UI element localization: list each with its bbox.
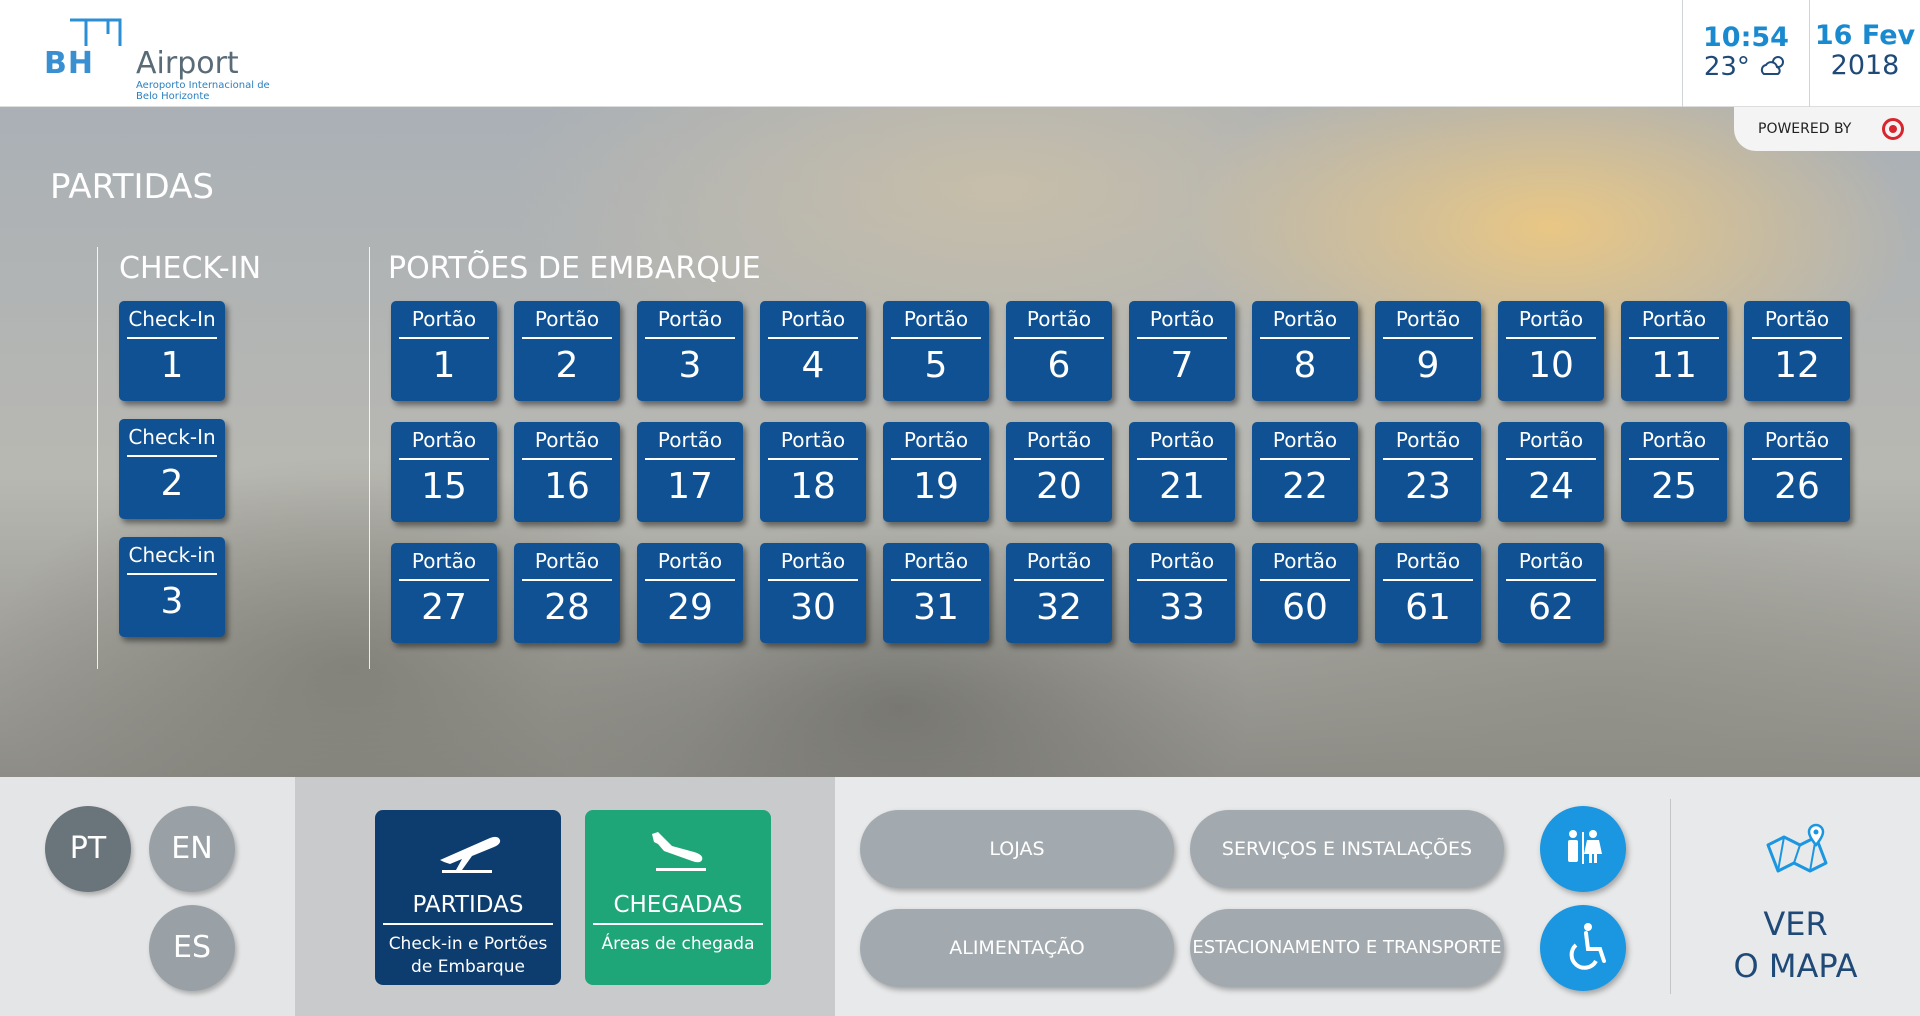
gate-tile-12[interactable] bbox=[1744, 301, 1850, 401]
gate-number: 5 bbox=[924, 345, 948, 386]
gate-label: Portão bbox=[1149, 428, 1215, 452]
gate-label: Portão bbox=[1026, 307, 1092, 331]
gate-tile-9[interactable] bbox=[1375, 301, 1481, 401]
checkin-section-title: CHECK-IN bbox=[119, 251, 262, 286]
view-map-line1: VER bbox=[1763, 905, 1828, 943]
checkin-label: Check-in bbox=[128, 543, 216, 567]
gate-number: 2 bbox=[555, 345, 579, 386]
gate-tile-26[interactable] bbox=[1744, 422, 1850, 522]
current-date-day: 16 Fev bbox=[1814, 20, 1916, 51]
view-map-line2: O MAPA bbox=[1733, 947, 1858, 985]
gate-number: 23 bbox=[1405, 466, 1451, 507]
gate-tile-24[interactable] bbox=[1498, 422, 1604, 522]
gate-tile-7[interactable] bbox=[1129, 301, 1235, 401]
gate-number: 9 bbox=[1416, 345, 1440, 386]
current-date-year: 2018 bbox=[1830, 50, 1900, 81]
checkin-label: Check-In bbox=[128, 307, 216, 331]
services-panel bbox=[835, 777, 1670, 1016]
gate-label: Portão bbox=[1518, 549, 1584, 573]
gate-label: Portão bbox=[534, 549, 600, 573]
language-button-en[interactable]: EN bbox=[149, 806, 235, 892]
gate-number: 33 bbox=[1159, 587, 1205, 628]
gate-label: Portão bbox=[534, 307, 600, 331]
gate-tile-20[interactable] bbox=[1006, 422, 1112, 522]
gate-number: 16 bbox=[544, 466, 590, 507]
gate-tile-5[interactable] bbox=[883, 301, 989, 401]
gate-label: Portão bbox=[657, 549, 723, 573]
airplane-landing-icon bbox=[642, 826, 714, 876]
temperature-value: 23° bbox=[1703, 52, 1750, 82]
gate-label: Portão bbox=[1149, 549, 1215, 573]
checkin-tile-2[interactable] bbox=[119, 419, 225, 519]
departures-title: PARTIDAS bbox=[412, 892, 524, 918]
checkin-tile-1[interactable] bbox=[119, 301, 225, 401]
departures-subtitle: Check-in e Portões de Embarque bbox=[388, 934, 548, 977]
gate-label: Portão bbox=[1518, 428, 1584, 452]
gate-tile-61[interactable] bbox=[1375, 543, 1481, 643]
gate-label: Portão bbox=[1641, 307, 1707, 331]
logo-subtitle: Aeroporto Internacional de Belo Horizonte bbox=[136, 80, 270, 102]
gate-number: 25 bbox=[1651, 466, 1697, 507]
gate-tile-16[interactable] bbox=[514, 422, 620, 522]
gate-number: 8 bbox=[1293, 345, 1317, 386]
gate-label: Portão bbox=[657, 428, 723, 452]
gate-tile-25[interactable] bbox=[1621, 422, 1727, 522]
sponsor-logo-icon bbox=[1882, 118, 1904, 140]
airplane-takeoff-icon bbox=[432, 826, 504, 876]
gate-tile-8[interactable] bbox=[1252, 301, 1358, 401]
gate-label: Portão bbox=[1272, 428, 1338, 452]
gate-label: Portão bbox=[1395, 549, 1461, 573]
gate-tile-31[interactable] bbox=[883, 543, 989, 643]
gate-number: 26 bbox=[1774, 466, 1820, 507]
view-map-button[interactable] bbox=[1671, 777, 1920, 1016]
gate-label: Portão bbox=[903, 549, 969, 573]
gate-tile-3[interactable] bbox=[637, 301, 743, 401]
arrivals-button[interactable] bbox=[585, 810, 771, 985]
gate-tile-29[interactable] bbox=[637, 543, 743, 643]
flight-mode-panel bbox=[295, 777, 835, 1016]
gate-label: Portão bbox=[1764, 307, 1830, 331]
gate-number: 17 bbox=[667, 466, 713, 507]
gate-number: 4 bbox=[801, 345, 825, 386]
gate-tile-22[interactable] bbox=[1252, 422, 1358, 522]
gate-tile-18[interactable] bbox=[760, 422, 866, 522]
gate-number: 21 bbox=[1159, 466, 1205, 507]
gate-label: Portão bbox=[1395, 307, 1461, 331]
logo-airport-text: Airport bbox=[136, 46, 239, 81]
gate-tile-27[interactable] bbox=[391, 543, 497, 643]
gate-number: 18 bbox=[790, 466, 836, 507]
gate-label: Portão bbox=[411, 307, 477, 331]
gate-tile-23[interactable] bbox=[1375, 422, 1481, 522]
gate-tile-1[interactable] bbox=[391, 301, 497, 401]
gate-tile-28[interactable] bbox=[514, 543, 620, 643]
stores-button[interactable]: LOJAS bbox=[860, 810, 1174, 888]
gate-number: 12 bbox=[1774, 345, 1820, 386]
gate-number: 27 bbox=[421, 587, 467, 628]
departures-button[interactable] bbox=[375, 810, 561, 985]
gate-tile-2[interactable] bbox=[514, 301, 620, 401]
gate-tile-6[interactable] bbox=[1006, 301, 1112, 401]
gate-number: 61 bbox=[1405, 587, 1451, 628]
checkin-number: 1 bbox=[160, 345, 184, 386]
map-panel bbox=[1670, 777, 1920, 1016]
main-content bbox=[0, 107, 1920, 777]
gate-tile-19[interactable] bbox=[883, 422, 989, 522]
section-divider bbox=[97, 247, 98, 669]
gate-number: 20 bbox=[1036, 466, 1082, 507]
checkin-number: 2 bbox=[160, 463, 184, 504]
arrivals-subtitle: Áreas de chegada bbox=[601, 934, 755, 954]
gate-label: Portão bbox=[411, 428, 477, 452]
departures-separator bbox=[383, 923, 553, 925]
gate-label: Portão bbox=[903, 428, 969, 452]
gate-number: 62 bbox=[1528, 587, 1574, 628]
gate-number: 10 bbox=[1528, 345, 1574, 386]
checkin-label: Check-In bbox=[128, 425, 216, 449]
language-button-es[interactable]: ES bbox=[149, 905, 235, 991]
food-button[interactable]: ALIMENTAÇÃO bbox=[860, 909, 1174, 987]
powered-by-label: POWERED BY bbox=[1758, 121, 1852, 137]
gate-number: 15 bbox=[421, 466, 467, 507]
gate-number: 28 bbox=[544, 587, 590, 628]
gate-number: 31 bbox=[913, 587, 959, 628]
gates-section-title: PORTÕES DE EMBARQUE bbox=[388, 251, 761, 286]
top-header bbox=[0, 0, 1920, 107]
gate-number: 1 bbox=[432, 345, 456, 386]
gate-label: Portão bbox=[903, 307, 969, 331]
gate-number: 29 bbox=[667, 587, 713, 628]
gate-label: Portão bbox=[1518, 307, 1584, 331]
gate-label: Portão bbox=[1026, 428, 1092, 452]
page-title: PARTIDAS bbox=[50, 167, 214, 207]
gate-label: Portão bbox=[780, 307, 846, 331]
language-button-pt[interactable]: PT bbox=[45, 806, 131, 892]
gate-tile-11[interactable] bbox=[1621, 301, 1727, 401]
services-facilities-button[interactable]: SERVIÇOS E INSTALAÇÕES bbox=[1190, 810, 1504, 888]
parking-transport-button[interactable]: ESTACIONAMENTO E TRANSPORTE bbox=[1190, 909, 1504, 987]
view-map-label bbox=[1671, 903, 1920, 987]
gate-tile-32[interactable] bbox=[1006, 543, 1112, 643]
gate-label: Portão bbox=[780, 549, 846, 573]
gate-number: 7 bbox=[1170, 345, 1194, 386]
gate-label: Portão bbox=[1149, 307, 1215, 331]
gate-number: 19 bbox=[913, 466, 959, 507]
gate-label: Portão bbox=[1272, 549, 1338, 573]
accessibility-button[interactable] bbox=[1540, 905, 1626, 991]
temperature-display bbox=[1683, 52, 1809, 82]
gate-tile-21[interactable] bbox=[1129, 422, 1235, 522]
gate-tile-4[interactable] bbox=[760, 301, 866, 401]
language-selector bbox=[0, 777, 295, 1016]
gate-label: Portão bbox=[1272, 307, 1338, 331]
powered-by-badge bbox=[1734, 107, 1920, 151]
gate-number: 24 bbox=[1528, 466, 1574, 507]
current-time: 10:54 bbox=[1703, 22, 1789, 53]
gate-label: Portão bbox=[534, 428, 600, 452]
restroom-icon bbox=[1540, 806, 1626, 892]
gate-tile-10[interactable] bbox=[1498, 301, 1604, 401]
gate-number: 11 bbox=[1651, 345, 1697, 386]
arrivals-separator bbox=[593, 923, 763, 925]
map-pin-icon bbox=[1764, 823, 1830, 881]
gate-label: Portão bbox=[657, 307, 723, 331]
gate-label: Portão bbox=[1641, 428, 1707, 452]
gate-tile-62[interactable] bbox=[1498, 543, 1604, 643]
gate-number: 3 bbox=[678, 345, 702, 386]
gate-label: Portão bbox=[1764, 428, 1830, 452]
gate-label: Portão bbox=[780, 428, 846, 452]
gate-number: 30 bbox=[790, 587, 836, 628]
gate-label: Portão bbox=[1026, 549, 1092, 573]
gate-tile-60[interactable] bbox=[1252, 543, 1358, 643]
checkin-number: 3 bbox=[160, 581, 184, 622]
restroom-button[interactable] bbox=[1540, 806, 1626, 892]
gate-tile-30[interactable] bbox=[760, 543, 866, 643]
gate-label: Portão bbox=[411, 549, 477, 573]
arrivals-title: CHEGADAS bbox=[613, 892, 743, 918]
section-divider bbox=[369, 247, 370, 669]
gate-tile-33[interactable] bbox=[1129, 543, 1235, 643]
gate-number: 32 bbox=[1036, 587, 1082, 628]
bh-airport-logo bbox=[44, 16, 274, 106]
gate-number: 6 bbox=[1047, 345, 1071, 386]
gate-label: Portão bbox=[1395, 428, 1461, 452]
wheelchair-icon bbox=[1540, 905, 1626, 991]
logo-bh-text: BH bbox=[44, 46, 94, 81]
gate-tile-17[interactable] bbox=[637, 422, 743, 522]
gate-number: 22 bbox=[1282, 466, 1328, 507]
bottom-navigation bbox=[0, 777, 1920, 1016]
gate-number: 60 bbox=[1282, 587, 1328, 628]
checkin-tile-3[interactable] bbox=[119, 537, 225, 637]
gate-tile-15[interactable] bbox=[391, 422, 497, 522]
partly-cloudy-icon bbox=[1758, 54, 1788, 78]
